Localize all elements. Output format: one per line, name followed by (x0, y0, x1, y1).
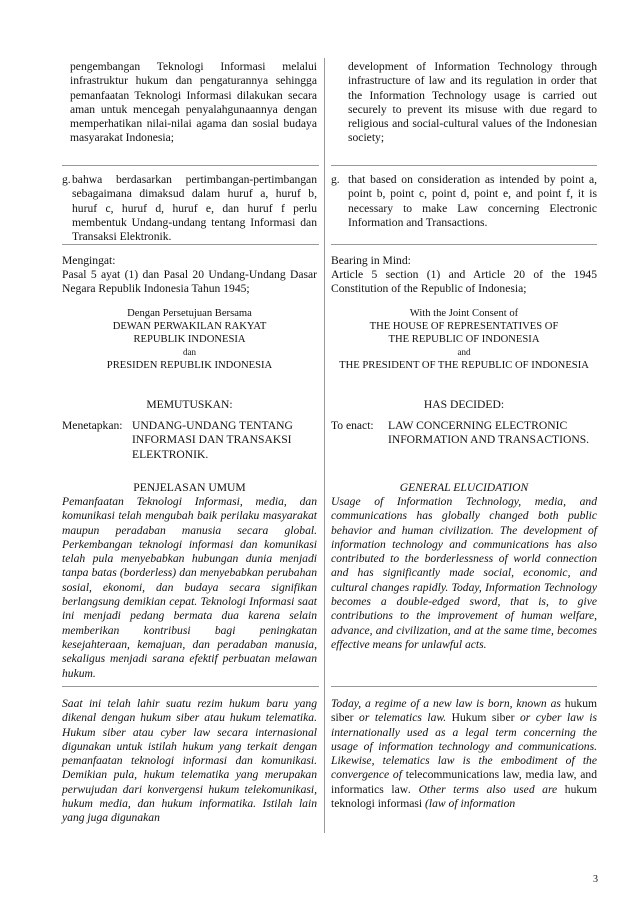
text-run: or cyber law is internationally used as a legal term concerning the usage of information technology and communications. Likewise, telematics law is the embodiment of the convergence of (331, 711, 597, 782)
text-run: or telematics law. (359, 711, 447, 725)
consent-line: THE HOUSE OF REPRESENTATIVES OF (369, 321, 559, 332)
decided-heading: HAS DECIDED: (423, 398, 505, 411)
enact-row (62, 419, 317, 462)
consent-line: PRESIDEN REPUBLIK INDONESIA (106, 360, 273, 371)
bearing-text: Article 5 section (1) and Article 20 of the 1945 Constitution of the Republic of Indonesia; (331, 268, 597, 296)
bearing-label: Bearing in Mind: (331, 254, 411, 267)
joint-consent-block-en (331, 307, 597, 372)
enact-label: Menetapkan: (62, 419, 123, 432)
general-elucidation-text: Usage of Information Technology, media, and communications has globally changed both public behavior and human civilization. The development of information technology and communications has also contributed to the borderlessness of world connection and has significantly made social, economic, and cultural changes rapidly. Today, Information Technology becomes a double-edged sword, that is, to give contributions to the improvement of human welfare, advance, and civilization, and at the same time, becomes effective means for unlawful acts. (331, 495, 597, 651)
term-hukum-teknologi-informasi: hukum teknologi informasi (331, 782, 597, 811)
consent-line: DEWAN PERWAKILAN RAKYAT (112, 321, 267, 332)
enact-label: To enact: (331, 419, 374, 432)
mengingat-text: Pasal 5 ayat (1) dan Pasal 20 Undang-Undang Dasar Negara Republik Indonesia Tahun 1945; (62, 268, 317, 296)
term-laws: telecommunications law, media law, and informatics law (331, 768, 597, 796)
general-elucidation-title: GENERAL ELUCIDATION (399, 481, 529, 494)
divider-line (331, 165, 597, 166)
point-g-marker: g. (62, 173, 71, 186)
point-g-text: bahwa berdasarkan pertimbangan-pertimbangan sebagaimana dimaksud dalam huruf a, huruf b, huruf c, huruf d, huruf e, dan huruf f perlu membentuk Undang-undang tentang Informasi dan Transaksi Elektronik. (72, 173, 317, 244)
text-run: . Other terms also used are (408, 782, 558, 796)
consent-line: REPUBLIK INDONESIA (133, 334, 246, 345)
divider-line (331, 244, 597, 245)
left-paragraph-1: pengembangan Teknologi Informasi melalui infrastruktur hukum dan pengaturannya sehingga pemanfaatan Teknologi Informasi dilakukan secara aman untuk mencegah penyalahgunaannya dengan memperhatikan nilai-nilai agama dan sosial budaya masyarakat Indonesia; (70, 60, 317, 145)
joint-consent-block-id (62, 307, 317, 372)
enact-row (331, 419, 597, 448)
mengingat-label: Mengingat: (62, 254, 116, 267)
enact-text: LAW CONCERNING ELECTRONIC INFORMATION AND TRANSACTIONS. (388, 419, 590, 447)
consent-line: Dengan Persetujuan Bersama (127, 308, 252, 319)
right-point-g (331, 173, 597, 230)
point-g-marker: g. (331, 173, 340, 186)
text-run: Today, a regime of a new law is born, known as (331, 697, 561, 710)
page-number: 3 (593, 874, 598, 885)
point-g-text: that based on consideration as intended by point a, point b, point c, point d, point e, and point f, it is necessary to make Law concerning Electronic Information and Transactions. (348, 173, 597, 229)
consent-line: THE PRESIDENT OF THE REPUBLIC OF INDONESIA (339, 360, 589, 371)
general-elucidation-text: Pemanfaatan Teknologi Informasi, media, dan komunikasi telah mengubah baik perilaku masyarakat maupun peradaban manusia secara global. Perkembangan teknologi informasi dan komunikasi telah pula menyebabkan hubungan dunia menjadi tanpa batas (borderless) dan menyebabkan perubahan sosial, ekonomi, dan budaya secara signifikan berlangsung demikian cepat. Teknologi Informasi saat ini menjadi pedang bermata dua karena selain memberikan kontribusi bagi peningkatan kesejahteraan, kemajuan, dan peradaban manusia, sekaligus menjadi sarana efektif perbuatan melawan hukum. (62, 495, 317, 680)
enact-text: UNDANG-UNDANG TENTANG INFORMASI DAN TRANSAKSI ELEKTRONIK. (132, 419, 293, 461)
left-point-g (62, 173, 317, 244)
column-divider (324, 58, 325, 833)
consent-line: and (457, 347, 471, 357)
right-paragraph-1: development of Information Technology through infrastructure of law and its regulation in order that the Information Technology usage is carried out securely to prevent its misuse with due regard to religious and social-cultural values of the Indonesian society; (348, 60, 597, 145)
divider-line (331, 686, 597, 687)
consent-line: THE REPUBLIC OF INDONESIA (388, 334, 540, 345)
consent-line: dan (183, 347, 196, 357)
general-elucidation-title: PENJELASAN UMUM (133, 481, 246, 494)
right-last-paragraph (331, 697, 597, 811)
text-run: (law of information (425, 797, 516, 811)
term-hukum-siber: hukum siber (331, 697, 598, 725)
divider-line (62, 244, 319, 245)
decided-heading: MEMUTUSKAN: (146, 398, 233, 411)
term-hukum-siber: Hukum siber (451, 711, 515, 725)
divider-line (62, 165, 319, 166)
left-last-paragraph: Saat ini telah lahir suatu rezim hukum baru yang dikenal dengan hukum siber atau hukum telematika. Hukum siber atau cyber law secara internasional digunakan untuk istilah hukum yang terkait dengan pemanfaatan teknologi informasi dan komunikasi. Demikian pula, hukum telematika yang merupakan perwujudan dari konvergensi hukum telekomunikasi, hukum media, dan hukum informatika. Istilah lain yang juga digunakan (62, 697, 317, 825)
divider-line (62, 686, 319, 687)
consent-line: With the Joint Consent of (409, 308, 519, 319)
